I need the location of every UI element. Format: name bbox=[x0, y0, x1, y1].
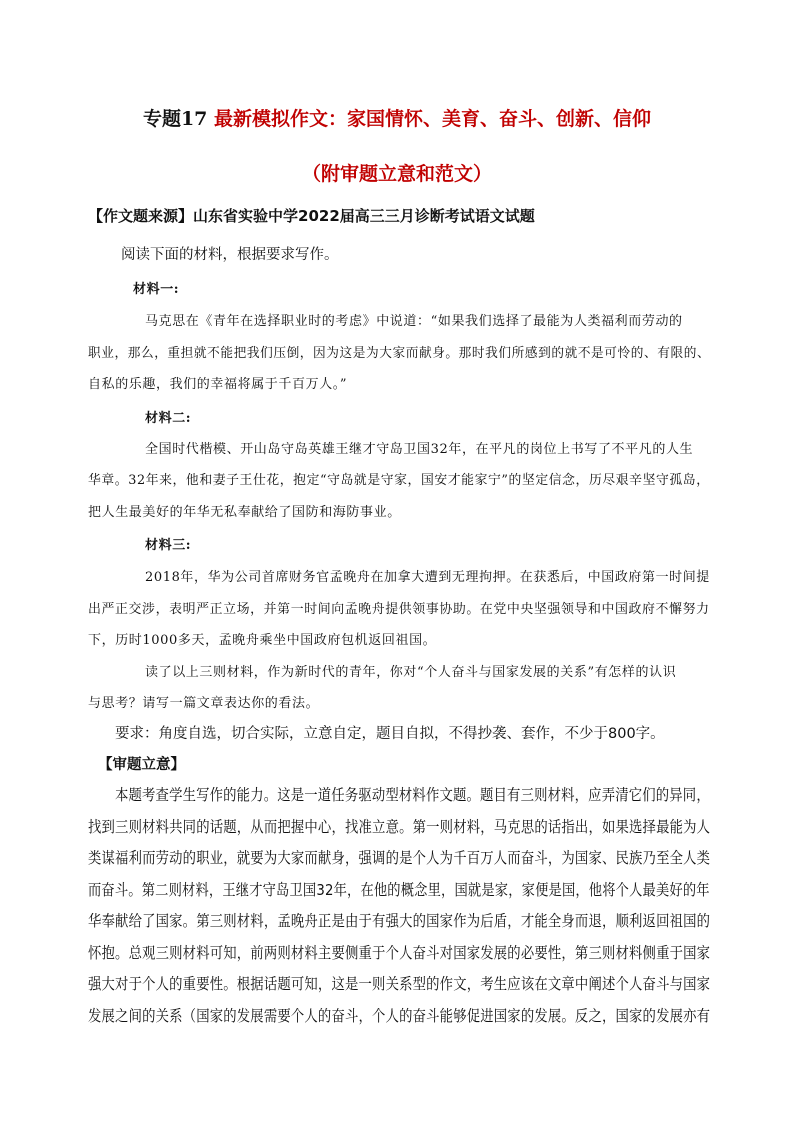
instruction-text: 阅读下面的材料，根据要求写作。 bbox=[121, 247, 339, 263]
analysis-line: 强大对于个人的重要性。根据话题可知，这是一则关系型的作文，考生应该在文章中阐述个人奋斗与国家 bbox=[88, 975, 711, 993]
material2-label: 材料二: bbox=[145, 411, 192, 426]
material3-line: 出严正交涉，表明严正立场，并第一时间向孟晚舟提供领事协助。在党中央坚强领导和中国政府不懈努力 bbox=[88, 602, 710, 617]
material1-label: 材料一: bbox=[133, 282, 180, 297]
material3-line: 2018年，华为公司首席财务官孟晚舟在加拿大遭到无理拘押。在获悉后，中国政府第一时间提 bbox=[145, 570, 710, 585]
analysis-line: 华奉献给了国家。第三则材料，孟晚舟正是由于有强大的国家作为后盾，才能全身而退，顺利返回祖国的 bbox=[88, 912, 711, 930]
document-subtitle: （附审题立意和范文） bbox=[301, 163, 492, 185]
material1-line: 马克思在《青年在选择职业时的考虑》中说道：“如果我们选择了最能为人类福利而劳动的 bbox=[145, 314, 683, 329]
material1-line: 自私的乐趣，我们的幸福将属于千百万人。” bbox=[88, 377, 348, 392]
title-main: 最新模拟作文：家国情怀、美育、奋斗、创新、信仰 bbox=[214, 108, 652, 130]
analysis-line: 发展之间的关系（国家的发展需要个人的奋斗，个人的奋斗能够促进国家的发展。反之，国家的发展亦有 bbox=[88, 1007, 711, 1025]
title-prefix: 专题17 bbox=[142, 108, 215, 130]
analysis-line: 找到三则材料共同的话题，从而把握中心，找准立意。第一则材料，马克思的话指出，如果选择最能为人 bbox=[88, 818, 711, 836]
analysis-line: 而奋斗。第二则材料，王继才守岛卫国32年，在他的概念里，国就是家，家便是国，他将个人最美好的年 bbox=[88, 881, 710, 899]
source-line: 【作文题来源】山东省实验中学2022届高三三月诊断考试语文试题 bbox=[88, 207, 535, 225]
analysis-line: 类谋福利而劳动的职业，就要为大家而献身，强调的是个人为千百万人而奋斗，为国家、民族乃至全人类 bbox=[88, 849, 711, 867]
material2-line: 全国时代楷模、开山岛守岛英雄王继才守岛卫国32年，在平凡的岗位上书写了不平凡的人生 bbox=[145, 442, 694, 457]
prompt-line: 与思考？请写一篇文章表达你的看法。 bbox=[88, 696, 320, 711]
material3-line: 下，历时1000多天，孟晚舟乘坐中国政府包机返回祖国。 bbox=[88, 633, 437, 648]
document-title bbox=[0, 104, 794, 131]
material3-label: 材料三: bbox=[145, 538, 192, 553]
material2-line: 把人生最美好的年华无私奉献给了国防和海防事业。 bbox=[88, 505, 401, 520]
material2-line: 华章。32年来，他和妻子王仕花，抱定“守岛就是守家，国安才能家宁”的坚定信念，历尽艰辛坚守孤岛， bbox=[88, 473, 710, 488]
requirement-text: 要求：角度自选，切合实际，立意自定，题目自拟，不得抄袭、套作，不少于800字。 bbox=[115, 726, 665, 742]
analysis-line: 本题考查学生写作的能力。这是一道任务驱动型材料作文题。题目有三则材料，应弄清它们的异同， bbox=[115, 786, 710, 804]
analysis-line: 怀抱。总观三则材料可知，前两则材料主要侧重于个人奋斗对国家发展的必要性，第三则材料侧重于国家 bbox=[88, 944, 711, 962]
analysis-heading: 【审题立意】 bbox=[98, 757, 185, 773]
material1-line: 职业，那么，重担就不能把我们压倒，因为这是为大家而献身。那时我们所感到的就不是可怜的、有限的、 bbox=[88, 346, 711, 361]
prompt-line: 读了以上三则材料，作为新时代的青年，你对“个人奋斗与国家发展的关系”有怎样的认识 bbox=[145, 665, 677, 680]
